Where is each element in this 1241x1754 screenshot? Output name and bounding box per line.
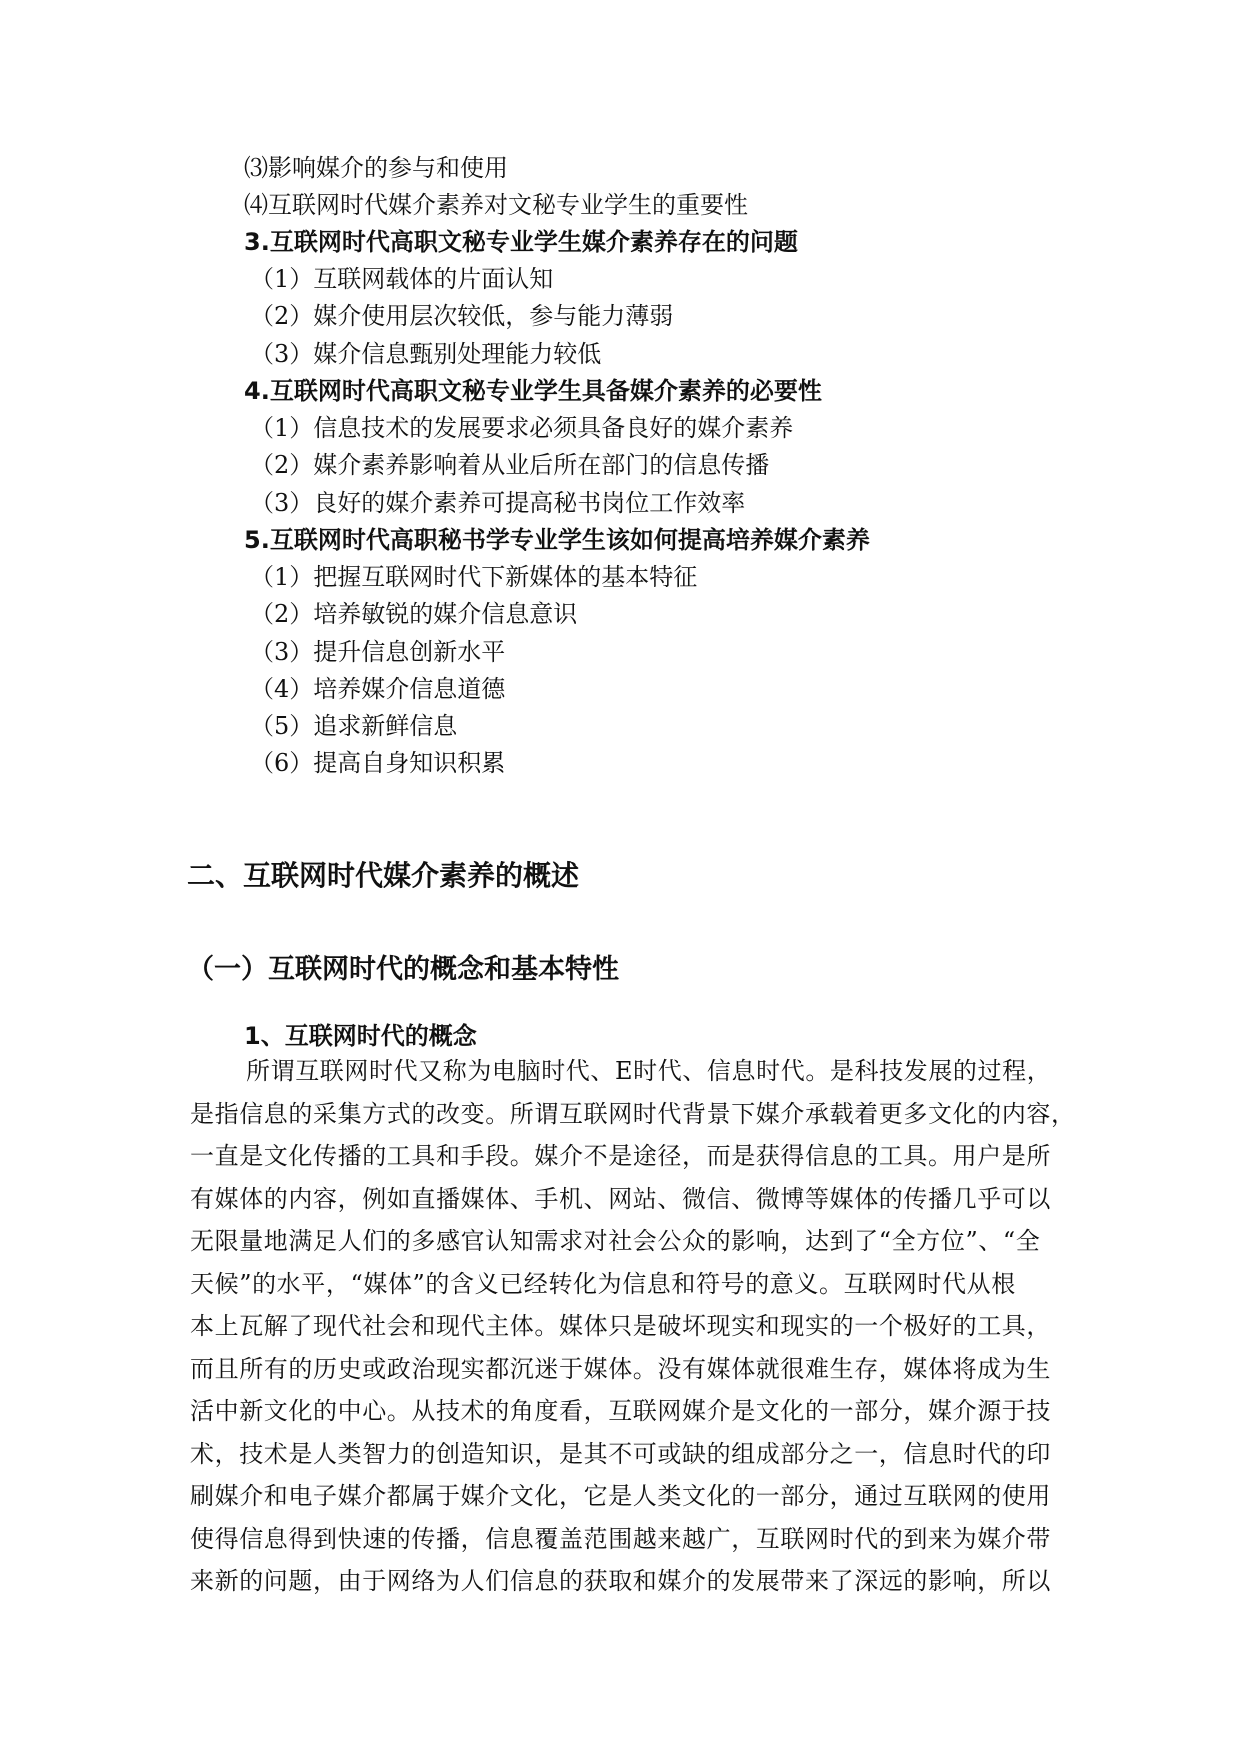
paragraph-line: 所谓互联网时代又称为电脑时代、E时代、信息时代。是科技发展的过程， [246, 1057, 1052, 1085]
paragraph-line: 本上瓦解了现代社会和现代主体。媒体只是破坏现实和现实的一个极好的工具， [190, 1312, 1051, 1340]
paragraph-line: 来新的问题，由于网络为人们信息的获取和媒介的发展带来了深远的影响，所以 [190, 1567, 1051, 1595]
outline-item: （5）追求新鲜信息 [250, 712, 458, 740]
outline-item: （3）媒介信息甄别处理能力较低 [250, 340, 602, 368]
outline-item: （1）把握互联网时代下新媒体的基本特征 [250, 563, 698, 591]
subsubsection-title: 1、互联网时代的概念 [244, 1022, 477, 1050]
outline-item: （2）媒介素养影响着从业后所在部门的信息传播 [250, 451, 770, 479]
paragraph-line: 术，技术是人类智力的创造知识，是其不可或缺的组成部分之一，信息时代的印 [190, 1439, 1051, 1468]
outline-item: ⑷互联网时代媒介素养对文秘专业学生的重要性 [244, 191, 748, 219]
outline-item: （6）提高自身知识积累 [250, 749, 506, 777]
subsection-title: （一）互联网时代的概念和基本特性 [187, 954, 619, 985]
outline-item: （3）提升信息创新水平 [250, 638, 506, 666]
paragraph-line: 而且所有的历史或政治现实都沉迷于媒体。没有媒体就很难生存，媒体将成为生 [190, 1354, 1051, 1383]
paragraph-line: 天候”的水平，“媒体”的含义已经转化为信息和符号的意义。互联网时代从根 [190, 1269, 1016, 1298]
paragraph-line: 是指信息的采集方式的改变。所谓互联网时代背景下媒介承载着更多文化的内容， [190, 1099, 1076, 1128]
outline-heading: 5.互联网时代高职秘书学专业学生该如何提高培养媒介素养 [244, 526, 870, 554]
outline-item: （1）互联网载体的片面认知 [250, 265, 554, 293]
body-paragraph [190, 1050, 1076, 1603]
paragraph-line: 活中新文化的中心。从技术的角度看，互联网媒介是文化的一部分，媒介源于技 [190, 1397, 1051, 1425]
section-title: 二、互联网时代媒介素养的概述 [187, 859, 580, 892]
outline-item: （2）培养敏锐的媒介信息意识 [250, 600, 578, 628]
outline-heading: 4.互联网时代高职文秘专业学生具备媒介素养的必要性 [244, 377, 822, 405]
paragraph-line: 使得信息得到快速的传播，信息覆盖范围越来越广，互联网时代的到来为媒介带 [190, 1524, 1051, 1553]
paragraph-line: 一直是文化传播的工具和手段。媒介不是途径，而是获得信息的工具。用户是所 [190, 1142, 1051, 1170]
outline-item: （3）良好的媒介素养可提高秘书岗位工作效率 [250, 489, 746, 517]
outline-item: （2）媒介使用层次较低，参与能力薄弱 [250, 302, 674, 330]
outline-item: （1）信息技术的发展要求必须具备良好的媒介素养 [250, 414, 794, 442]
paragraph-line: 有媒体的内容，例如直播媒体、手机、网站、微信、微博等媒体的传播几乎可以 [190, 1184, 1051, 1213]
outline-item: ⑶影响媒介的参与和使用 [244, 154, 508, 182]
outline-item: （4）培养媒介信息道德 [250, 675, 506, 703]
outline-heading: 3.互联网时代高职文秘专业学生媒介素养存在的问题 [244, 228, 798, 256]
paragraph-line: 无限量地满足人们的多感官认知需求对社会公众的影响，达到了“全方位”、“全 [190, 1227, 1041, 1255]
paragraph-line: 刷媒介和电子媒介都属于媒介文化，它是人类文化的一部分，通过互联网的使用 [190, 1482, 1051, 1510]
